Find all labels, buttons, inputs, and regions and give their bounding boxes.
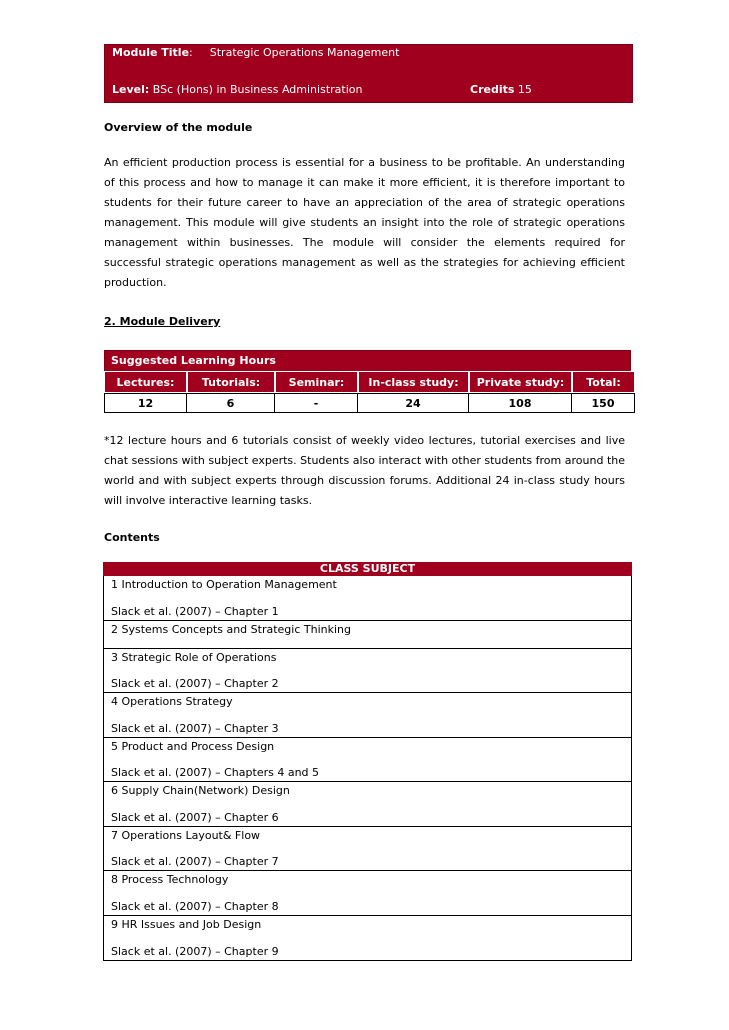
contents-topic: 9 HR Issues and Job Design	[111, 918, 262, 931]
module-credits-label: Credits	[470, 83, 515, 96]
contents-row	[103, 621, 632, 649]
delivery-heading: 2. Module Delivery	[104, 315, 221, 328]
contents-topic: 6 Supply Chain(Network) Design	[111, 784, 290, 797]
class-subject-header: CLASS SUBJECT	[103, 562, 632, 576]
contents-topic: 8 Process Technology	[111, 873, 229, 886]
learning-hours-title: Suggested Learning Hours	[111, 354, 276, 367]
contents-reference: Slack et al. (2007) – Chapter 2	[111, 677, 279, 690]
module-level-label: Level:	[112, 83, 150, 96]
module-title-line	[112, 46, 399, 59]
contents-reference: Slack et al. (2007) – Chapter 7	[111, 855, 279, 868]
contents-row	[103, 871, 632, 916]
learning-hours-title-bar	[104, 350, 631, 372]
contents-row	[103, 693, 632, 738]
contents-topic: 3 Strategic Role of Operations	[111, 651, 277, 664]
contents-topic: 5 Product and Process Design	[111, 740, 275, 753]
module-header-box	[104, 44, 633, 103]
contents-row	[103, 782, 632, 827]
module-title-label: Module Title	[112, 46, 190, 59]
module-level-value: BSc (Hons) in Business Administration	[152, 83, 363, 96]
col-tutorials: Tutorials:	[187, 371, 275, 393]
module-credits-value: 15	[517, 83, 532, 96]
col-inclass-study: In-class study:	[358, 371, 469, 393]
col-total: Total:	[572, 371, 635, 393]
module-level-line	[112, 83, 362, 96]
contents-row	[103, 827, 632, 871]
col-lectures: Lectures:	[104, 371, 187, 393]
overview-heading: Overview of the module	[104, 121, 253, 134]
contents-row	[103, 576, 632, 621]
col-private-study: Private study:	[469, 371, 572, 393]
overview-paragraph: An efficient production process is essential for a business to be profitable. An understanding of this process and how to manage it can make it more efficient, it is therefore important to students for their future career to have an appreciation of the area of strategic operations management. This module will give students an insight into the role of strategic operations management within businesses. The module will consider the elements required for successful strategic operations management as well as the strategies for achieving efficient production.	[104, 156, 625, 289]
val-lectures: 12	[104, 393, 187, 413]
module-credits-line	[470, 83, 532, 96]
contents-topic: 4 Operations Strategy	[111, 695, 233, 708]
val-total: 150	[571, 393, 635, 413]
contents-row	[103, 916, 632, 961]
contents-heading: Contents	[104, 531, 160, 544]
contents-reference: Slack et al. (2007) – Chapters 4 and 5	[111, 766, 320, 779]
contents-reference: Slack et al. (2007) – Chapter 6	[111, 811, 279, 824]
contents-reference: Slack et al. (2007) – Chapter 9	[111, 945, 279, 958]
learning-hours-header-row	[104, 371, 635, 393]
learning-hours-values-row	[104, 393, 635, 413]
contents-row	[103, 649, 632, 693]
contents-topic: 2 Systems Concepts and Strategic Thinking	[111, 623, 351, 636]
contents-topic: 7 Operations Layout& Flow	[111, 829, 261, 842]
contents-reference: Slack et al. (2007) – Chapter 8	[111, 900, 279, 913]
val-tutorials: 6	[186, 393, 275, 413]
module-title-value: Strategic Operations Management	[209, 46, 400, 59]
contents-reference: Slack et al. (2007) – Chapter 3	[111, 722, 279, 735]
contents-row	[103, 738, 632, 782]
val-private-study: 108	[468, 393, 572, 413]
col-seminar: Seminar:	[275, 371, 358, 393]
contents-reference: Slack et al. (2007) – Chapter 1	[111, 605, 279, 618]
delivery-note: *12 lecture hours and 6 tutorials consist of weekly video lectures, tutorial exercises and live chat sessions with subject experts. Students also interact with other students from around the world and with subject experts through discussion forums. Additional 24 in-class study hours will involve interactive learning tasks.	[104, 434, 625, 507]
val-seminar: -	[274, 393, 358, 413]
contents-topic: 1 Introduction to Operation Management	[111, 578, 337, 591]
val-inclass-study: 24	[357, 393, 469, 413]
module-title-colon: :	[189, 46, 193, 59]
